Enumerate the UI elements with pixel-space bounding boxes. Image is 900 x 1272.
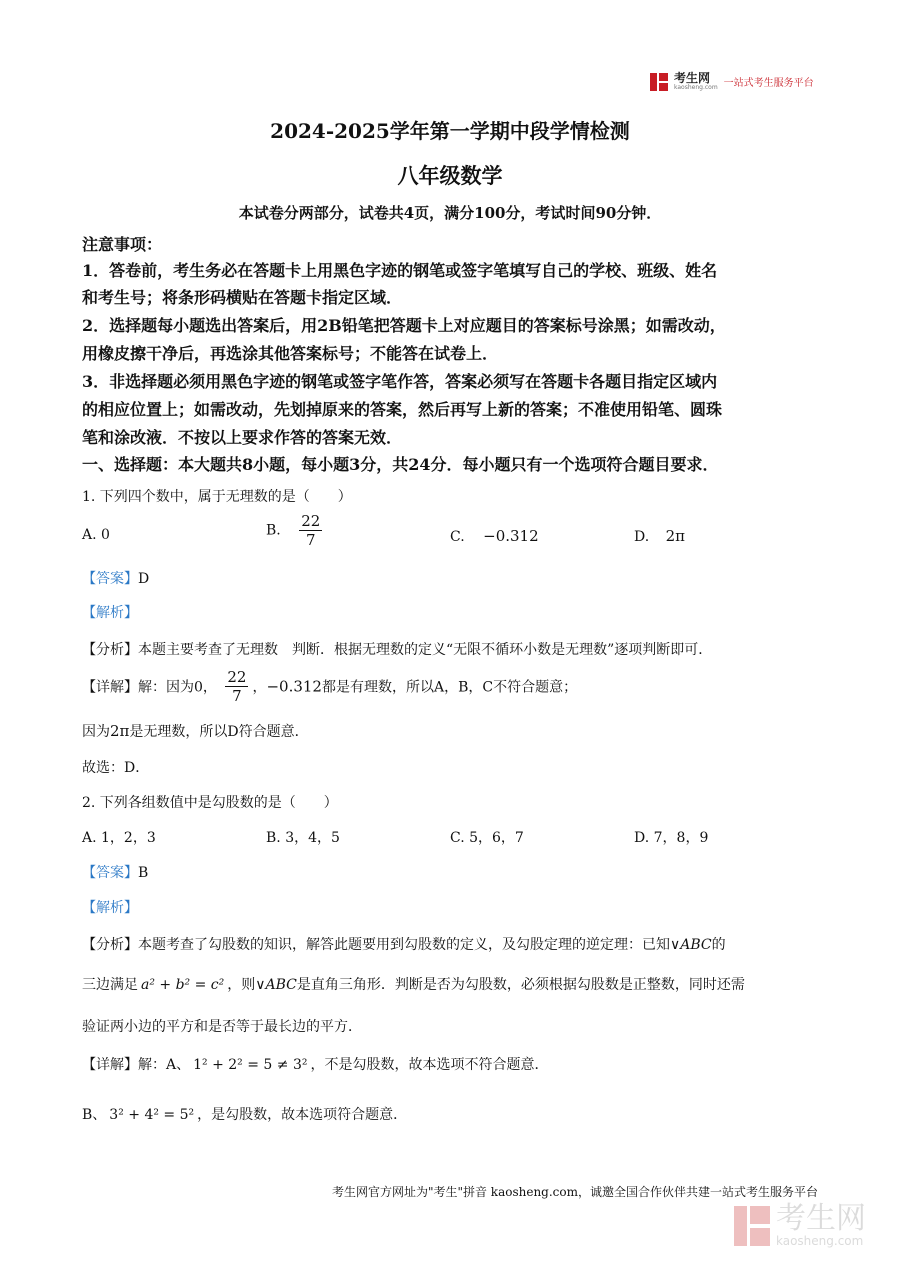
q1-detail-line-2-math: 2π xyxy=(110,722,130,740)
q1-option-c xyxy=(450,527,539,545)
q2-answer xyxy=(82,862,148,882)
watermark-url: kaosheng.com xyxy=(776,1234,864,1248)
q2-detail-b-text-2: ，是勾股数，故本选项符合题意． xyxy=(197,1107,408,1123)
q1-fenxi xyxy=(82,639,712,659)
page-title: 2024-2025学年第一学期中段学情检测 xyxy=(270,119,630,143)
q2-detail-b-text-1: B、 xyxy=(82,1107,107,1123)
q1-option-a: A. 0 xyxy=(82,527,110,543)
notice-3-line-3: 笔和涂改液．不按以上要求作答的答案无效． xyxy=(82,428,403,447)
fenxi-tag: 【分析】 xyxy=(82,642,138,658)
q2-detail-a-text-2: ，不是勾股数，故本选项不符合题意． xyxy=(310,1057,549,1073)
q1-choose: 故选：D． xyxy=(82,760,150,776)
q2-answer-value: B xyxy=(138,865,149,881)
q1-analysis-tag: 【解析】 xyxy=(82,605,138,621)
q2-option-a: A. 1，2，3 xyxy=(82,830,156,846)
q1-option-c-label: C. xyxy=(450,529,465,545)
q1-detail-text-2: ， xyxy=(252,679,267,696)
q1-option-d xyxy=(634,527,685,545)
q1-answer xyxy=(82,568,149,588)
notice-3-line-2: 的相应位置上；如需改动，先划掉原来的答案，然后再写上新的答案；不准使用铅笔、圆珠 xyxy=(82,400,723,419)
q1-detail-text-3: 都是有理数，所以A，B，C不符合题意； xyxy=(321,679,578,696)
q2-stem: 2. 下列各组数值中是勾股数的是（ ） xyxy=(82,795,338,811)
kaosheng-logo-icon xyxy=(650,73,668,91)
q1-stem: 1. 下列四个数中，属于无理数的是（ ） xyxy=(82,489,352,505)
logo-slogan: 一站式考生服务平台 xyxy=(723,78,814,89)
q2-fenxi-line-2 xyxy=(82,974,745,994)
watermark xyxy=(734,1201,866,1248)
q2-option-d: D. 7，8，9 xyxy=(634,830,709,846)
q2-fenxi-triangle-2: ∨ABC xyxy=(255,977,297,993)
detail-tag: 【详解】 xyxy=(82,1057,138,1073)
section-1-heading: 一、选择题：本大题共8小题，每小题3分，共24分．每小题只有一个选项符合题目要求． xyxy=(82,455,719,474)
logo-name: 考生网 xyxy=(674,71,711,85)
q1-answer-value: D xyxy=(138,571,150,587)
q2-detail-a xyxy=(82,1054,548,1074)
q2-fenxi-line-2-c: 是直角三角形．判断是否为勾股数，必须根据勾股数是正整数，同时还需 xyxy=(296,977,745,993)
q2-detail-b-math: 3² + 4² = 5² xyxy=(109,1107,195,1123)
fraction-numerator: 22 xyxy=(227,668,247,686)
q1-detail-line-2-a: 因为 xyxy=(82,724,110,740)
detail-tag: 【详解】 xyxy=(82,679,138,696)
watermark-logo-icon xyxy=(734,1206,770,1246)
fraction-numerator: 22 xyxy=(301,512,321,530)
exam-intro: 本试卷分两部分，试卷共4页，满分100分，考试时间90分钟． xyxy=(238,204,662,222)
q2-fenxi-triangle: ∨ABC xyxy=(670,937,712,953)
q1-fenxi-text: 本题主要考查了无理数 判断．根据无理数的定义“无限不循环小数是无理数”逐项判断即可． xyxy=(138,642,713,658)
q1-detail-fraction xyxy=(225,668,248,705)
q2-fenxi-line-1 xyxy=(82,934,726,954)
notice-title: 注意事项： xyxy=(82,235,163,254)
q2-fenxi-equation: a² + b² = c² xyxy=(141,977,225,993)
q1-option-b xyxy=(266,512,322,549)
fenxi-tag: 【分析】 xyxy=(82,937,138,953)
fraction-denominator: 7 xyxy=(232,687,242,705)
logo-text xyxy=(674,72,718,91)
page-subtitle: 八年级数学 xyxy=(397,163,503,188)
q2-fenxi-text-2: 的 xyxy=(711,937,726,953)
logo-url: kaosheng.com xyxy=(674,84,718,91)
q1-option-b-fraction xyxy=(299,512,322,549)
q2-fenxi-line-3: 验证两小边的平方和是否等于最长边的平方． xyxy=(82,1019,362,1035)
q2-fenxi-line-2-a: 三边满足 xyxy=(82,977,138,993)
watermark-text xyxy=(776,1201,866,1248)
q1-detail-text-1: 解：因为0， xyxy=(138,679,217,696)
notice-3-line-1: 3．非选择题必须用黑色字迹的钢笔或签字笔作答，答案必须写在答题卡各题目指定区域内 xyxy=(82,372,718,391)
q1-option-d-label: D. xyxy=(634,529,650,545)
answer-tag: 【答案】 xyxy=(82,865,138,881)
watermark-name: 考生网 xyxy=(776,1201,866,1236)
q1-option-d-value: 2π xyxy=(665,527,686,545)
q1-option-b-label: B. xyxy=(266,522,281,539)
q2-fenxi-text-1: 本题考查了勾股数的知识，解答此题要用到勾股数的定义，及勾股定理的逆定理：已知 xyxy=(138,937,670,953)
q2-option-b: B. 3，4，5 xyxy=(266,830,340,846)
q1-option-c-value: −0.312 xyxy=(483,527,539,545)
footer-note: 考生网官方网址为"考生"拼音 kaosheng.com，诚邀全国合作伙伴共建一站式考生服务平台 xyxy=(331,1185,818,1199)
q2-option-c: C. 5，6，7 xyxy=(450,830,524,846)
notice-2-line-2: 用橡皮擦干净后，再选涂其他答案标号；不能答在试卷上． xyxy=(82,344,499,363)
q2-detail-b xyxy=(82,1104,407,1124)
header-logo xyxy=(650,72,814,91)
q2-analysis-tag: 【解析】 xyxy=(82,900,138,916)
notice-1-line-1: 1．答卷前，考生务必在答题卡上用黑色字迹的钢笔或签字笔填写自己的学校、班级、姓名 xyxy=(82,261,718,280)
notice-2-line-1: 2．选择题每小题选出答案后，用2B铅笔把答题卡上对应题目的答案标号涂黑；如需改动， xyxy=(82,316,726,335)
q1-detail-line-2 xyxy=(82,721,309,741)
q1-detail-value: −0.312 xyxy=(266,677,322,696)
fraction-denominator: 7 xyxy=(305,531,316,549)
q1-detail xyxy=(82,668,577,705)
q2-detail-a-text-1: 解：A、 xyxy=(138,1057,191,1073)
q2-fenxi-line-2-b: ，则 xyxy=(227,977,256,993)
q2-detail-a-math: 1² + 2² = 5 ≠ 3² xyxy=(193,1057,308,1073)
answer-tag: 【答案】 xyxy=(82,571,138,587)
notice-1-line-2: 和考生号；将条形码横贴在答题卡指定区域． xyxy=(82,288,403,307)
q1-detail-line-2-b: 是无理数，所以D符合题意． xyxy=(129,724,309,740)
